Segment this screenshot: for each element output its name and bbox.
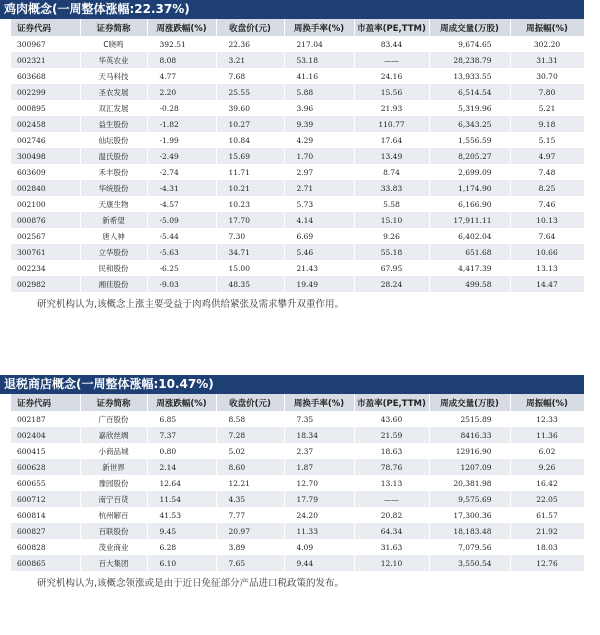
- header-volume: 周成交量(万股): [429, 394, 510, 411]
- header-amplitude: 周振幅(%): [510, 394, 584, 411]
- cell-volume: 6,166.90: [429, 196, 510, 212]
- cell-amplitude: 12.76: [510, 555, 584, 571]
- stock-table: [11, 19, 585, 292]
- cell-close: 12.21: [216, 475, 284, 491]
- cell-amplitude: 10.13: [510, 212, 584, 228]
- cell-code: 600814: [11, 507, 80, 523]
- header-name: 证券简称: [80, 394, 147, 411]
- cell-amplitude: 61.57: [510, 507, 584, 523]
- section-tax-refund-store-concept: [0, 375, 584, 589]
- table-row: [11, 443, 584, 459]
- cell-volume: 1207.09: [429, 459, 510, 475]
- cell-code: 002321: [11, 52, 80, 68]
- cell-pe: ——: [354, 52, 429, 68]
- cell-amplitude: 7.46: [510, 196, 584, 212]
- header-amplitude: 周振幅(%): [510, 19, 584, 36]
- cell-pe: 5.58: [354, 196, 429, 212]
- table-row: [11, 212, 584, 228]
- header-week-change: 周涨跌幅(%): [147, 19, 216, 36]
- cell-name: 民和股份: [80, 260, 147, 276]
- cell-close: 7.65: [216, 555, 284, 571]
- cell-pe: 17.64: [354, 132, 429, 148]
- cell-volume: 2,699.09: [429, 164, 510, 180]
- table-row: [11, 148, 584, 164]
- cell-amplitude: 5.15: [510, 132, 584, 148]
- table-row: [11, 475, 584, 491]
- cell-name: 百大集团: [80, 555, 147, 571]
- cell-code: 600827: [11, 523, 80, 539]
- cell-name: 杭州解百: [80, 507, 147, 523]
- cell-turnover: 12.70: [284, 475, 354, 491]
- cell-name: 华英农业: [80, 52, 147, 68]
- table-row: [11, 411, 584, 427]
- cell-name: 双汇发展: [80, 100, 147, 116]
- cell-amplitude: 18.03: [510, 539, 584, 555]
- cell-turnover: 24.20: [284, 507, 354, 523]
- cell-close: 39.60: [216, 100, 284, 116]
- cell-close: 48.35: [216, 276, 284, 292]
- cell-code: 002840: [11, 180, 80, 196]
- cell-volume: 6,514.54: [429, 84, 510, 100]
- table-row: [11, 244, 584, 260]
- cell-code: 002746: [11, 132, 80, 148]
- cell-pe: 18.63: [354, 443, 429, 459]
- cell-volume: 9,575.69: [429, 491, 510, 507]
- cell-amplitude: 8.25: [510, 180, 584, 196]
- cell-volume: 3,550.54: [429, 555, 510, 571]
- cell-volume: 651.68: [429, 244, 510, 260]
- cell-amplitude: 7.64: [510, 228, 584, 244]
- cell-amplitude: 5.21: [510, 100, 584, 116]
- cell-amplitude: 7.80: [510, 84, 584, 100]
- cell-close: 10.84: [216, 132, 284, 148]
- header-pe: 市盈率(PE,TTM): [354, 394, 429, 411]
- cell-week-change: 6.10: [147, 555, 216, 571]
- cell-pe: 31.63: [354, 539, 429, 555]
- cell-volume: 7,079.56: [429, 539, 510, 555]
- cell-turnover: 4.14: [284, 212, 354, 228]
- table-row: [11, 491, 584, 507]
- cell-name: 天康生物: [80, 196, 147, 212]
- cell-turnover: 2.97: [284, 164, 354, 180]
- table-row: [11, 523, 584, 539]
- table-row: [11, 36, 584, 52]
- cell-name: 新希望: [80, 212, 147, 228]
- cell-close: 34.71: [216, 244, 284, 260]
- cell-turnover: 1.70: [284, 148, 354, 164]
- cell-pe: 33.83: [354, 180, 429, 196]
- cell-amplitude: 21.92: [510, 523, 584, 539]
- cell-amplitude: 4.97: [510, 148, 584, 164]
- cell-week-change: -5.09: [147, 212, 216, 228]
- cell-week-change: -6.25: [147, 260, 216, 276]
- table-row: [11, 555, 584, 571]
- cell-volume: 28,238.79: [429, 52, 510, 68]
- table-row: [11, 539, 584, 555]
- cell-close: 25.55: [216, 84, 284, 100]
- cell-week-change: -2.49: [147, 148, 216, 164]
- cell-pe: 67.95: [354, 260, 429, 276]
- cell-pe: 55.18: [354, 244, 429, 260]
- cell-turnover: 1.87: [284, 459, 354, 475]
- cell-turnover: 11.33: [284, 523, 354, 539]
- cell-turnover: 17.79: [284, 491, 354, 507]
- table-row: [11, 276, 584, 292]
- cell-amplitude: 30.70: [510, 68, 584, 84]
- cell-name: 茂业商业: [80, 539, 147, 555]
- cell-amplitude: 9.18: [510, 116, 584, 132]
- cell-close: 3.21: [216, 52, 284, 68]
- cell-close: 15.69: [216, 148, 284, 164]
- cell-week-change: 2.14: [147, 459, 216, 475]
- cell-volume: 1,556.59: [429, 132, 510, 148]
- cell-name: 广百股份: [80, 411, 147, 427]
- cell-code: 000895: [11, 100, 80, 116]
- cell-name: 豫园股份: [80, 475, 147, 491]
- cell-code: 002187: [11, 411, 80, 427]
- cell-week-change: -9.03: [147, 276, 216, 292]
- cell-turnover: 5.73: [284, 196, 354, 212]
- cell-close: 10.27: [216, 116, 284, 132]
- header-code: 证券代码: [11, 19, 80, 36]
- cell-name: 温氏股份: [80, 148, 147, 164]
- cell-volume: 6,343.25: [429, 116, 510, 132]
- cell-turnover: 3.96: [284, 100, 354, 116]
- cell-close: 7.68: [216, 68, 284, 84]
- table-row: [11, 507, 584, 523]
- cell-name: 仙坛股份: [80, 132, 147, 148]
- cell-code: 603609: [11, 164, 80, 180]
- cell-name: 百联股份: [80, 523, 147, 539]
- cell-amplitude: 7.48: [510, 164, 584, 180]
- cell-turnover: 19.49: [284, 276, 354, 292]
- table-row: [11, 132, 584, 148]
- cell-week-change: 0.80: [147, 443, 216, 459]
- cell-amplitude: 22.05: [510, 491, 584, 507]
- cell-week-change: 12.64: [147, 475, 216, 491]
- cell-pe: 83.44: [354, 36, 429, 52]
- cell-amplitude: 6.02: [510, 443, 584, 459]
- cell-week-change: -5.44: [147, 228, 216, 244]
- cell-pe: 43.60: [354, 411, 429, 427]
- cell-close: 15.00: [216, 260, 284, 276]
- cell-name: 禾丰股份: [80, 164, 147, 180]
- section-title: 鸡肉概念(一周整体涨幅:22.37%): [0, 0, 584, 19]
- cell-close: 8.58: [216, 411, 284, 427]
- cell-amplitude: 302.20: [510, 36, 584, 52]
- cell-name: 小商品城: [80, 443, 147, 459]
- cell-volume: 2515.89: [429, 411, 510, 427]
- cell-code: 300761: [11, 244, 80, 260]
- cell-close: 7.77: [216, 507, 284, 523]
- cell-pe: 64.34: [354, 523, 429, 539]
- cell-close: 3.89: [216, 539, 284, 555]
- cell-code: 300498: [11, 148, 80, 164]
- cell-pe: 24.16: [354, 68, 429, 84]
- cell-volume: 8,205.27: [429, 148, 510, 164]
- header-name: 证券简称: [80, 19, 147, 36]
- cell-pe: 28.24: [354, 276, 429, 292]
- cell-week-change: -1.82: [147, 116, 216, 132]
- cell-volume: 499.58: [429, 276, 510, 292]
- cell-volume: 6,402.04: [429, 228, 510, 244]
- cell-week-change: -4.31: [147, 180, 216, 196]
- cell-turnover: 5.46: [284, 244, 354, 260]
- cell-turnover: 217.04: [284, 36, 354, 52]
- cell-volume: 8416.33: [429, 427, 510, 443]
- cell-pe: 110.77: [354, 116, 429, 132]
- cell-code: 002458: [11, 116, 80, 132]
- cell-code: 002299: [11, 84, 80, 100]
- cell-code: 600655: [11, 475, 80, 491]
- cell-code: 600415: [11, 443, 80, 459]
- header-turnover: 周换手率(%): [284, 394, 354, 411]
- cell-turnover: 4.29: [284, 132, 354, 148]
- cell-amplitude: 14.47: [510, 276, 584, 292]
- cell-close: 22.36: [216, 36, 284, 52]
- table-row: [11, 68, 584, 84]
- cell-code: 600628: [11, 459, 80, 475]
- cell-code: 002982: [11, 276, 80, 292]
- cell-turnover: 21.43: [284, 260, 354, 276]
- cell-pe: ——: [354, 491, 429, 507]
- cell-name: 华统股份: [80, 180, 147, 196]
- cell-name: 益生股份: [80, 116, 147, 132]
- cell-amplitude: 12.33: [510, 411, 584, 427]
- table-row: [11, 260, 584, 276]
- cell-turnover: 7.35: [284, 411, 354, 427]
- cell-code: 002404: [11, 427, 80, 443]
- cell-code: 000876: [11, 212, 80, 228]
- header-close: 收盘价(元): [216, 19, 284, 36]
- cell-name: 天马科技: [80, 68, 147, 84]
- cell-volume: 17,911.11: [429, 212, 510, 228]
- cell-pe: 21.93: [354, 100, 429, 116]
- cell-turnover: 41.16: [284, 68, 354, 84]
- header-week-change: 周涨跌幅(%): [147, 394, 216, 411]
- cell-code: 300967: [11, 36, 80, 52]
- cell-pe: 15.10: [354, 212, 429, 228]
- cell-name: 唐人神: [80, 228, 147, 244]
- table-header-row: [11, 394, 584, 411]
- cell-code: 603668: [11, 68, 80, 84]
- cell-volume: 13,933.55: [429, 68, 510, 84]
- cell-close: 7.30: [216, 228, 284, 244]
- table-row: [11, 427, 584, 443]
- cell-code: 600828: [11, 539, 80, 555]
- cell-week-change: 2.20: [147, 84, 216, 100]
- cell-turnover: 2.71: [284, 180, 354, 196]
- cell-volume: 20,381.98: [429, 475, 510, 491]
- stock-table: [11, 394, 585, 571]
- cell-code: 002567: [11, 228, 80, 244]
- cell-code: 600865: [11, 555, 80, 571]
- cell-close: 4.35: [216, 491, 284, 507]
- table-row: [11, 116, 584, 132]
- cell-turnover: 9.44: [284, 555, 354, 571]
- header-close: 收盘价(元): [216, 394, 284, 411]
- cell-pe: 78.76: [354, 459, 429, 475]
- cell-week-change: 6.85: [147, 411, 216, 427]
- cell-volume: 17,300.36: [429, 507, 510, 523]
- cell-pe: 20.82: [354, 507, 429, 523]
- cell-week-change: -1.99: [147, 132, 216, 148]
- cell-week-change: 8.08: [147, 52, 216, 68]
- cell-code: 002100: [11, 196, 80, 212]
- cell-pe: 21.59: [354, 427, 429, 443]
- header-volume: 周成交量(万股): [429, 19, 510, 36]
- cell-name: 立华股份: [80, 244, 147, 260]
- cell-close: 11.71: [216, 164, 284, 180]
- cell-turnover: 4.09: [284, 539, 354, 555]
- cell-name: 新世界: [80, 459, 147, 475]
- cell-turnover: 53.18: [284, 52, 354, 68]
- cell-name: 圣农发展: [80, 84, 147, 100]
- cell-code: 002234: [11, 260, 80, 276]
- cell-amplitude: 16.42: [510, 475, 584, 491]
- cell-name: 湘佳股份: [80, 276, 147, 292]
- section-chicken-concept: [0, 0, 584, 310]
- cell-volume: 4,417.39: [429, 260, 510, 276]
- cell-week-change: 7.37: [147, 427, 216, 443]
- cell-week-change: 6.28: [147, 539, 216, 555]
- table-row: [11, 180, 584, 196]
- cell-code: 600712: [11, 491, 80, 507]
- cell-week-change: -4.57: [147, 196, 216, 212]
- cell-week-change: 9.45: [147, 523, 216, 539]
- cell-volume: 1,174.90: [429, 180, 510, 196]
- cell-turnover: 5.88: [284, 84, 354, 100]
- cell-amplitude: 10.66: [510, 244, 584, 260]
- cell-amplitude: 31.31: [510, 52, 584, 68]
- cell-week-change: 41.53: [147, 507, 216, 523]
- table-row: [11, 84, 584, 100]
- table-row: [11, 459, 584, 475]
- cell-week-change: -2.74: [147, 164, 216, 180]
- cell-pe: 15.56: [354, 84, 429, 100]
- cell-pe: 8.74: [354, 164, 429, 180]
- table-row: [11, 100, 584, 116]
- table-row: [11, 228, 584, 244]
- table-row: [11, 164, 584, 180]
- cell-turnover: 2.37: [284, 443, 354, 459]
- cell-turnover: 9.39: [284, 116, 354, 132]
- cell-name: 南宁百货: [80, 491, 147, 507]
- cell-close: 10.23: [216, 196, 284, 212]
- header-turnover: 周换手率(%): [284, 19, 354, 36]
- cell-amplitude: 13.13: [510, 260, 584, 276]
- cell-volume: 5,319.96: [429, 100, 510, 116]
- table-row: [11, 52, 584, 68]
- cell-week-change: -0.28: [147, 100, 216, 116]
- table-row: [11, 196, 584, 212]
- section-title: 退税商店概念(一周整体涨幅:10.47%): [0, 375, 584, 394]
- header-pe: 市盈率(PE,TTM): [354, 19, 429, 36]
- cell-volume: 12916.90: [429, 443, 510, 459]
- cell-week-change: 392.51: [147, 36, 216, 52]
- header-code: 证券代码: [11, 394, 80, 411]
- cell-volume: 9,674.65: [429, 36, 510, 52]
- cell-week-change: -5.63: [147, 244, 216, 260]
- cell-turnover: 18.34: [284, 427, 354, 443]
- table-header-row: [11, 19, 584, 36]
- cell-close: 17.70: [216, 212, 284, 228]
- research-note: 研究机构认为,该概念领涨或是由于近日免征部分产品进口税政策的发布。: [37, 578, 345, 589]
- cell-turnover: 6.69: [284, 228, 354, 244]
- cell-name: C晓鸣: [80, 36, 147, 52]
- cell-close: 10.21: [216, 180, 284, 196]
- cell-close: 7.28: [216, 427, 284, 443]
- cell-week-change: 11.54: [147, 491, 216, 507]
- cell-volume: 18,183.48: [429, 523, 510, 539]
- cell-week-change: 4.77: [147, 68, 216, 84]
- cell-pe: 13.49: [354, 148, 429, 164]
- cell-close: 8.60: [216, 459, 284, 475]
- cell-pe: 13.13: [354, 475, 429, 491]
- cell-amplitude: 9.26: [510, 459, 584, 475]
- cell-amplitude: 11.36: [510, 427, 584, 443]
- cell-pe: 9.26: [354, 228, 429, 244]
- cell-name: 嘉欣丝绸: [80, 427, 147, 443]
- cell-close: 20.97: [216, 523, 284, 539]
- cell-close: 5.02: [216, 443, 284, 459]
- cell-pe: 12.10: [354, 555, 429, 571]
- research-note: 研究机构认为,该概念上涨主要受益于肉鸡供给紧张及需求攀升双重作用。: [37, 299, 345, 310]
